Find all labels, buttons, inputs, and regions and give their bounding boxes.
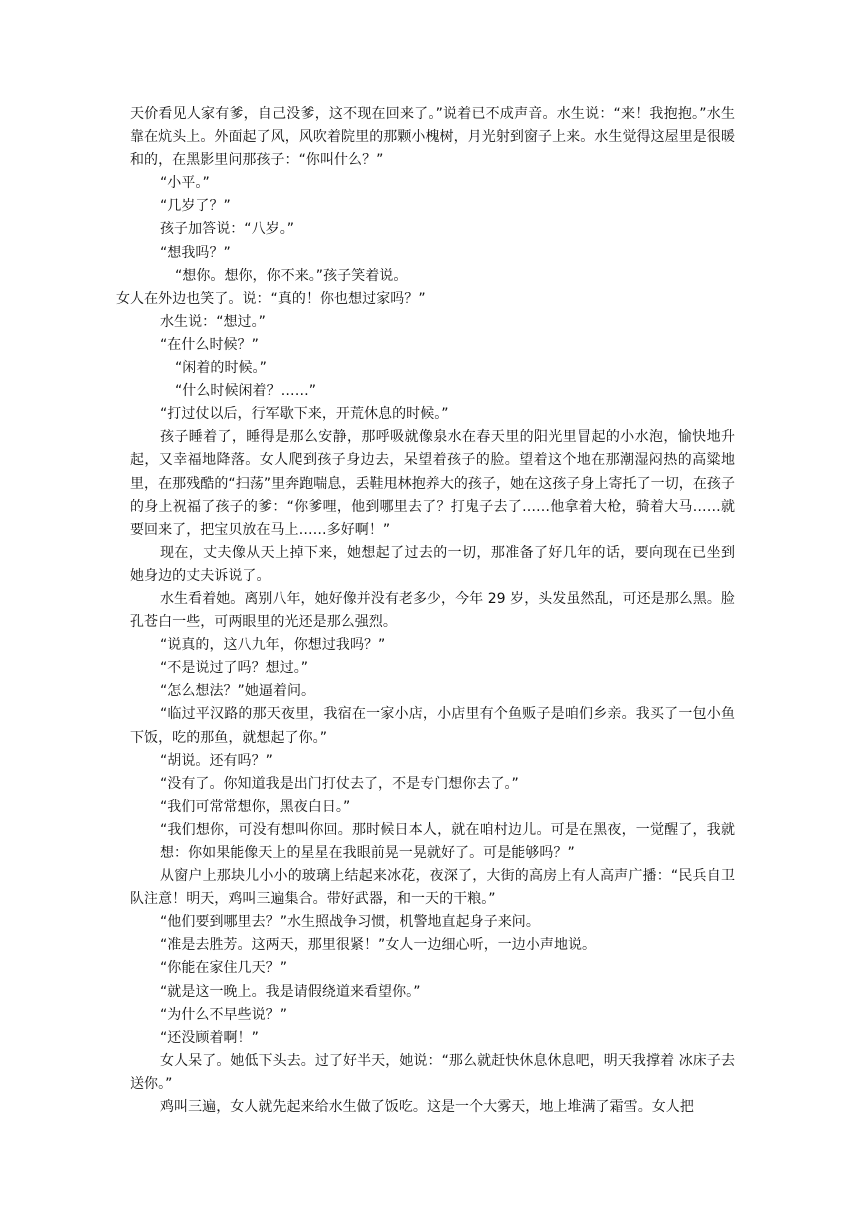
paragraph-22: “我们可常常想你，黑夜白日。” <box>160 798 351 815</box>
paragraph-20: “胡说。还有吗？” <box>160 752 273 769</box>
paragraph-28: “就是这一晚上。我是请假绕道来看望你。” <box>160 983 421 1000</box>
paragraph-16: “说真的，这八九年，你想过我吗？” <box>160 637 386 654</box>
paragraph-31: 女人呆了。她低下头去。过了好半天，她说：“那么就赶快休息休息吧，明天我撑着 冰床子去送你。” <box>130 1052 735 1092</box>
paragraph-10: “闲着的时候。” <box>175 360 267 377</box>
paragraph-8: 水生说：“想过。” <box>160 313 266 330</box>
paragraph-17: “不是说过了吗？想过。” <box>160 660 309 677</box>
paragraph-7: 女人在外边也笑了。说：“真的！你也想过家吗？” <box>116 290 426 307</box>
paragraph-11: “什么时候闲着？……” <box>175 383 317 400</box>
paragraph-14: 现在，丈夫像从天上掉下来，她想起了过去的一切，那准备了好几年的话，要向现在已坐到她身边的丈夫诉说了。 <box>130 544 735 584</box>
paragraph-25: “他们要到哪里去？”水生照战争习惯，机警地直起身子来问。 <box>160 914 540 931</box>
paragraph-29: “为什么不早些说？” <box>160 1006 288 1023</box>
paragraph-1: 天价看见人家有爹，自己没爹，这不现在回来了。”说着已不成声音。水生说：“来！我抱抱。”水生靠在炕头上。外面起了风，风吹着院里的那颗小槐树，月光射到窗子上来。水生觉得这屋里是很暖和的，在黑影里问那孩子：“你叫什么？” <box>130 106 735 169</box>
paragraph-2: “小平。” <box>160 175 210 192</box>
paragraph-19: “临过平汉路的那天夜里，我宿在一家小店，小店里有个鱼贩子是咱们乡亲。我买了一包小鱼下饭，吃的那鱼，就想起了你。” <box>130 706 735 746</box>
paragraph-27: “你能在家住几天？” <box>160 960 288 977</box>
paragraph-21: “没有了。你知道我是出门打仗去了，不是专门想你去了。” <box>160 775 519 792</box>
paragraph-5: “想我吗？” <box>160 244 231 261</box>
paragraph-13: 孩子睡着了，睡得是那么安静，那呼吸就像泉水在春天里的阳光里冒起的小水泡，愉快地升起，又幸福地降落。女人爬到孩子身边去，呆望着孩子的脸。望着这个地在那潮湿闷热的高粱地里，在那残酷的“扫荡”里奔跑喘息，丢鞋甩林抱养大的孩子，她在这孩子身上寄托了一切，在孩子的身上祝福了孩子的爹：“你爹哩，他到哪里去了？打鬼子去了……他拿着大枪，骑着大马……就要回来了，把宝贝放在马上……多好啊！” <box>130 429 735 538</box>
paragraph-15: 水生看着她。离别八年，她好像并没有老多少，今年 29 岁，头发虽然乱，可还是那么黑。脸孔苍白一些，可两眼里的光还是那么强烈。 <box>130 590 735 631</box>
paragraph-3: “几岁了？” <box>160 198 231 215</box>
paragraph-4: 孩子加答说：“八岁。” <box>160 221 295 238</box>
paragraph-9: “在什么时候？” <box>160 336 259 353</box>
paragraph-12: “打过仗以后，行军歇下来，开荒休息的时候。” <box>160 406 449 423</box>
paragraph-26: “准是去胜芳。这两天，那里很紧！”女人一边细心听，一边小声地说。 <box>160 937 597 954</box>
paragraph-23: “我们想你，可没有想叫你回。那时候日本人，就在咱村边儿。可是在黑夜，一觉醒了，我就想：你如果能像天上的星星在我眼前晃一晃就好了。可是能够吗？” <box>160 821 735 861</box>
paragraph-24: 从窗户上那块儿小小的玻璃上结起来冰花，夜深了，大街的高房上有人高声广播：“民兵自卫队注意！明天，鸡叫三遍集合。带好武器，和一天的干粮。” <box>130 868 735 908</box>
paragraph-18: “怎么想法？”她逼着问。 <box>160 683 316 700</box>
paragraph-30: “还没顾着啊！” <box>160 1029 259 1046</box>
paragraph-32: 鸡叫三遍，女人就先起来给水生做了饭吃。这是一个大雾天，地上堆满了霜雪。女人把 <box>160 1099 694 1116</box>
paragraph-6: “想你。想你，你不来。”孩子笑着说。 <box>175 267 408 284</box>
story-text <box>116 103 735 1119</box>
